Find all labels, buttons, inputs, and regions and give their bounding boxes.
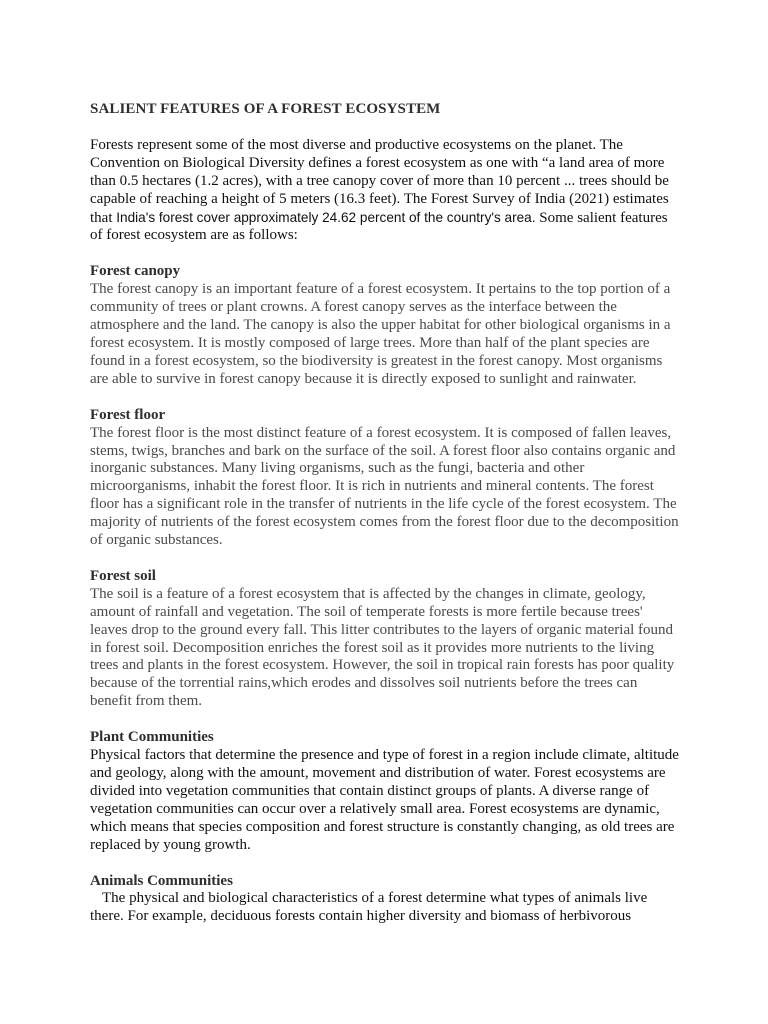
section-heading: Plant Communities xyxy=(90,729,214,746)
section-heading: Forest soil xyxy=(90,567,156,584)
section-heading: Forest floor xyxy=(90,406,166,423)
section-text: The forest canopy is an important feature of a forest ecosystem. It pertains to the top portion of a community of trees or plant crowns. A forest canopy serves as the interface between the atmosphere and the land. The canopy is also the upper habitat for other biological organisms in a forest ecosystem. It is mostly composed of large trees. More than half of the plant species are found in a forest ecosystem, so the biodiversity is greatest in the forest canopy. Most organisms are able to survive in forest canopy because it is directly exposed to sunlight and rainwater. xyxy=(90,281,671,387)
section-animals-communities xyxy=(90,873,682,927)
section-text: The soil is a feature of a forest ecosystem that is affected by the changes in climate, geology, amount of rainfall and vegetation. The soil of temperate forests is more fertile because trees' leaves drop to the ground every fall. This litter contributes to the layers of organic material found in forest soil. Decomposition enriches the forest soil as it provides more nutrients to the living trees and plants in the forest ecosystem. However, the soil in tropical rain forests has poor quality because of the torrential rains,which erodes and dissolves soil nutrients before the trees can benefit from them. xyxy=(90,585,675,710)
section-text: The physical and biological characteristics of a forest determine what types of animals live there. For example, deciduous forests contain higher diversity and biomass of herbivorous xyxy=(90,890,648,925)
section-forest-canopy xyxy=(90,263,682,388)
intro-text-1: Forests represent some of the most diverse and productive ecosystems on the planet. The Convention on Biological Diversity defines a forest ecosystem as one with “a land area of more than 0.5 hectares (1.2 acres), with a tree canopy cover of more than 10 percent ... trees should be capable of reaching a height of 5 meters (16.3 feet). The Forest Survey of India (2021) estimates that xyxy=(90,136,669,226)
intro-text-2: Some salient features of forest ecosystem are as follows: xyxy=(90,209,668,244)
intro-text-sans: India's forest cover approximately 24.62 percent of the country's area. xyxy=(116,209,536,225)
section-text: The forest floor is the most distinct feature of a forest ecosystem. It is composed of fallen leaves, stems, twigs, branches and bark on the surface of the soil. A forest floor also contains organic and inorganic substances. Many living organisms, such as the fungi, bacteria and other microorganisms, inhabit the forest floor. It is rich in nutrients and mineral contents. The forest floor has a significant role in the transfer of nutrients in the life cycle of the forest ecosystem. The majority of nutrients of the forest ecosystem comes from the forest floor due to the decomposition of organic substances. xyxy=(90,424,679,549)
section-forest-soil xyxy=(90,568,682,711)
section-plant-communities xyxy=(90,729,682,854)
section-text: Physical factors that determine the presence and type of forest in a region include climate, altitude and geology, along with the amount, movement and distribution of water. Forest ecosystems are divided into vegetation communities that contain distinct groups of plants. A diverse range of vegetation communities can occur over a relatively small area. Forest ecosystems are dynamic, which means that species composition and forest structure is constantly changing, as old trees are replaced by young growth. xyxy=(90,747,679,853)
section-forest-floor xyxy=(90,407,682,550)
section-heading: Animals Communities xyxy=(90,872,233,889)
document-title: SALIENT FEATURES OF A FOREST ECOSYSTEM xyxy=(90,101,441,117)
section-heading: Forest canopy xyxy=(90,263,181,280)
intro-paragraph xyxy=(90,137,682,245)
